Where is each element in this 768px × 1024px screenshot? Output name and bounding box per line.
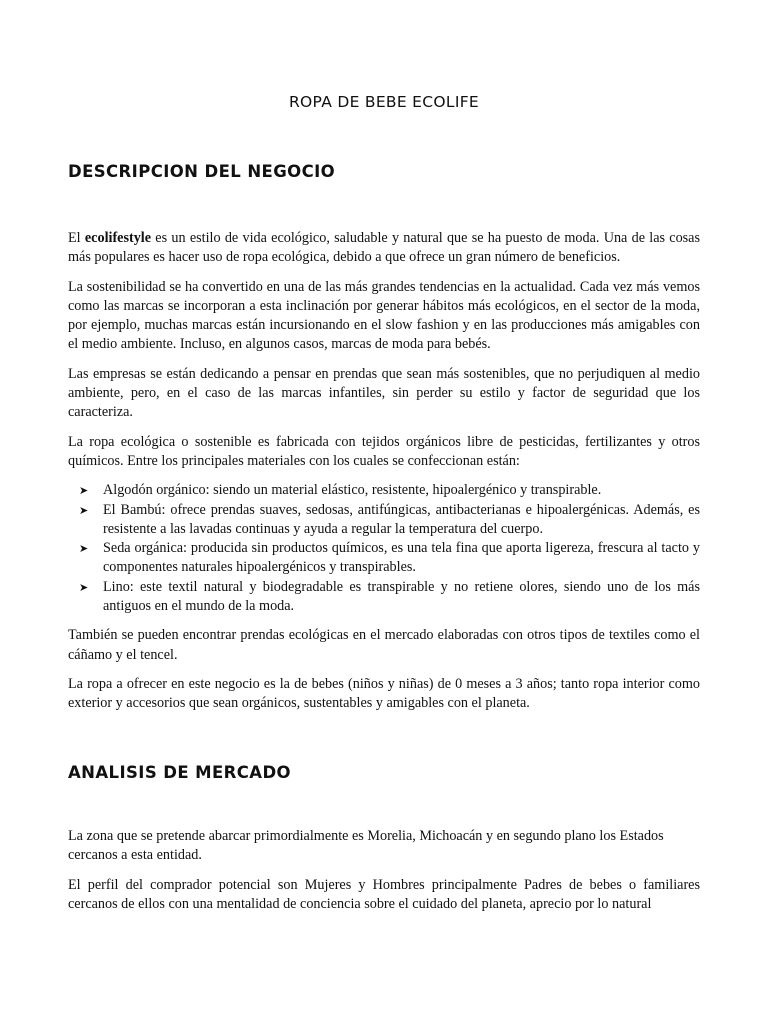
arrowhead-bullet-icon: ➤	[79, 580, 89, 594]
list-item	[79, 501, 700, 540]
list-item	[79, 539, 700, 578]
materials-list	[68, 481, 700, 616]
arrowhead-bullet-icon: ➤	[79, 503, 89, 517]
text-span: El	[68, 230, 85, 246]
paragraph	[68, 229, 700, 268]
paragraph: La ropa a ofrecer en este negocio es la de bebes (niños y niñas) de 0 meses a 3 años; tanto ropa interior como exterior y accesorios que sean orgánicos, sustentables y amigables con el planeta.	[68, 675, 700, 712]
paragraph: La sostenibilidad se ha convertido en una de las más grandes tendencias en la actualidad. Cada vez más vemos como las marcas se incorporan a esta inclinación por generar hábitos más ecológicos, en el sector de la moda, por ejemplo, muchas marcas están incursionando en el slow fashion y en las producciones más amigables con el medio ambiente. Incluso, en algunos casos, marcas de moda para bebés.	[68, 278, 700, 353]
bold-term: ecolifestyle	[84, 230, 152, 246]
list-item-text: Lino: este textil natural y biodegradable es transpirable y no retiene olores, siendo uno de los más antiguos en el mundo de la moda.	[103, 578, 700, 615]
document-title: ROPA DE BEBE ECOLIFE	[288, 93, 480, 111]
paragraph: El perfil del comprador potencial son Mujeres y Hombres principalmente Padres de bebes o familiares cercanos de ellos con una mentalidad de conciencia sobre el cuidado del planeta, aprecio por lo natural	[68, 876, 700, 912]
paragraph: La ropa ecológica o sostenible es fabricada con tejidos orgánicos libre de pesticidas, fertilizantes y otros químicos. Entre los principales materiales con los cuales se confeccionan están:	[68, 433, 700, 469]
text-span: es un estilo de vida ecológico, saludable y natural que se ha puesto de moda. Una de las cosas más populares es hacer uso de ropa ecológica, debido a que ofrece un gran número de beneficios.	[68, 230, 701, 266]
list-item-text: Seda orgánica: producida sin productos químicos, es una tela fina que aporta ligereza, frescura al tacto y componentes naturales hipoalergénicos y transpirables.	[103, 540, 700, 576]
section-body-analisis	[68, 827, 700, 924]
arrowhead-bullet-icon: ➤	[79, 542, 89, 556]
arrowhead-bullet-icon: ➤	[79, 484, 89, 498]
paragraph: Las empresas se están dedicando a pensar en prendas que sean más sostenibles, que no perjudiquen al medio ambiente, pero, en el caso de las marcas infantiles, sin perder su estilo y factor de seguridad que los caracteriza.	[68, 365, 700, 421]
section-heading-analisis: ANALISIS DE MERCADO	[68, 763, 291, 782]
paragraph: La zona que se pretende abarcar primordialmente es Morelia, Michoacán y en segundo plano los Estados cercanos a esta entidad.	[68, 828, 664, 864]
list-item-text: Algodón orgánico: siendo un material elástico, resistente, hipoalergénico y transpirable.	[103, 482, 602, 499]
section-body-descripcion	[68, 229, 700, 724]
section-heading-descripcion: DESCRIPCION DEL NEGOCIO	[68, 162, 336, 181]
list-item	[79, 578, 700, 617]
paragraph: También se pueden encontrar prendas ecológicas en el mercado elaboradas con otros tipos de textiles como el cáñamo y el tencel.	[68, 627, 700, 663]
list-item	[79, 481, 700, 500]
list-item-text: El Bambú: ofrece prendas suaves, sedosas, antifúngicas, antibacterianas e hipoalergénicas. Además, es resistente a las lavadas continuas y ayuda a regular la temperatura del cuerpo.	[103, 501, 700, 537]
